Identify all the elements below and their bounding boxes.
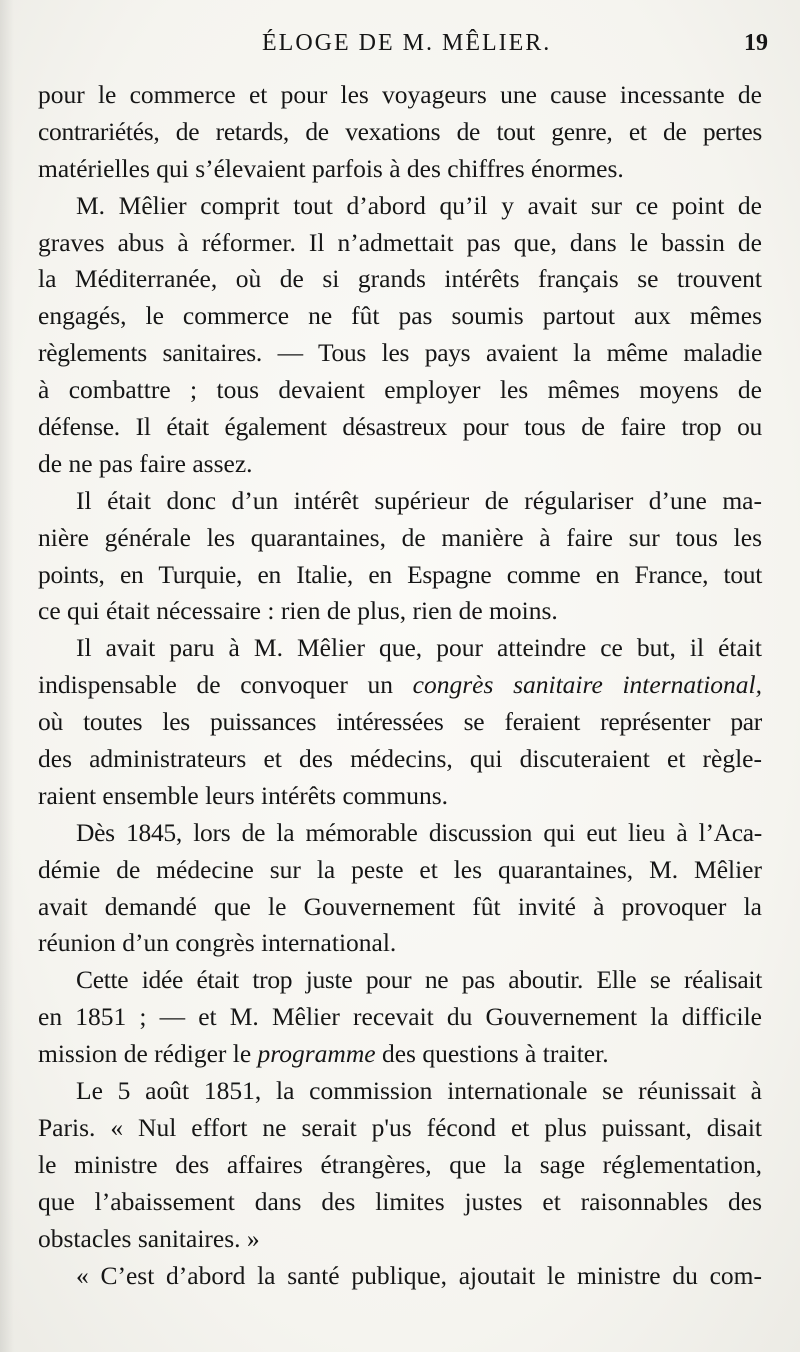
running-title: ÉLOGE DE M. MÊLIER. [262,30,552,56]
text-line: de ne pas faire assez. [38,448,253,478]
text-line: que l’abaissement dans des limites justes et raisonnables des [38,1186,762,1216]
text-line: raient ensemble leurs intérêts communs. [38,780,449,810]
text-line: à combattre ; tous devaient employer les mêmes moyens de [38,375,762,405]
text-line: Dès 1845, lors de la mémorable discussion qui eut lieu à l’Aca- [76,817,762,847]
text-line: matérielles qui s’élevaient parfois à des chiffres énormes. [38,153,624,183]
text-line: Paris. « Nul effort ne serait p'us fécond et plus puissant, disait [38,1112,762,1142]
page-number: 19 [744,30,768,56]
text-line: des administrateurs et des médecins, qui discuteraient et règle- [38,744,762,774]
text-segment: indispensable de convoquer un [38,670,393,700]
text-line: pour le commerce et pour les voyageurs une cause incessante de [38,80,762,109]
text-line: où toutes les puissances intéressées se feraient représenter par [38,707,762,737]
body-text [38,77,762,1294]
text-line: engagés, le commerce ne fût pas soumis partout aux mêmes [38,301,762,331]
text-line: ce qui était nécessaire : rien de plus, rien de moins. [38,596,558,626]
text-line [38,1036,762,1073]
italic-phrase: congrès sanitaire international, [412,670,762,700]
text-segment: mission de rédiger le [38,1039,252,1069]
text-line: graves abus à réformer. Il n’admettait pas que, dans le bassin de [38,227,762,257]
text-line: la Méditerranée, où de si grands intérêts français se trouvent [38,264,762,294]
text-line: points, en Turquie, en Italie, en Espagne comme en France, tout [38,559,762,589]
text-line: avait demandé que le Gouvernement fût invité à provoquer la [38,891,762,921]
text-line: contrariétés, de retards, de vexations de tout genre, et de pertes [38,116,762,146]
text-segment: des questions à traiter. [381,1039,609,1069]
italic-word: programme [257,1039,376,1069]
text-line: le ministre des affaires étrangères, que la sage réglementation, [38,1149,762,1179]
text-line: en 1851 ; — et M. Mêlier recevait du Gouvernement la difficile [38,1002,762,1032]
text-line: Il était donc d’un intérêt supérieur de régulariser d’une ma- [76,485,762,515]
text-line: « C’est d’abord la santé publique, ajoutait le ministre du com- [76,1260,762,1290]
text-line [38,667,762,704]
text-line: défense. Il était également désastreux pour tous de faire trop ou [38,412,762,442]
text-line: Cette idée était trop juste pour ne pas aboutir. Elle se réalisait [76,965,762,995]
text-line: nière générale les quarantaines, de manière à faire sur tous les [38,522,762,552]
text-line: obstacles sanitaires. » [38,1223,260,1253]
text-line: règlements sanitaires. — Tous les pays avaient la même maladie [38,338,762,368]
text-line: Il avait paru à M. Mêlier que, pour atteindre ce but, il était [76,633,762,663]
page-edge-shadow [0,0,14,1352]
text-line: démie de médecine sur la peste et les quarantaines, M. Mêlier [38,854,762,884]
text-line: Le 5 août 1851, la commission internationale se réunissait à [76,1076,762,1106]
text-line: M. Mêlier comprit tout d’abord qu’il y avait sur ce point de [76,190,762,220]
text-line: réunion d’un congrès international. [38,928,397,958]
